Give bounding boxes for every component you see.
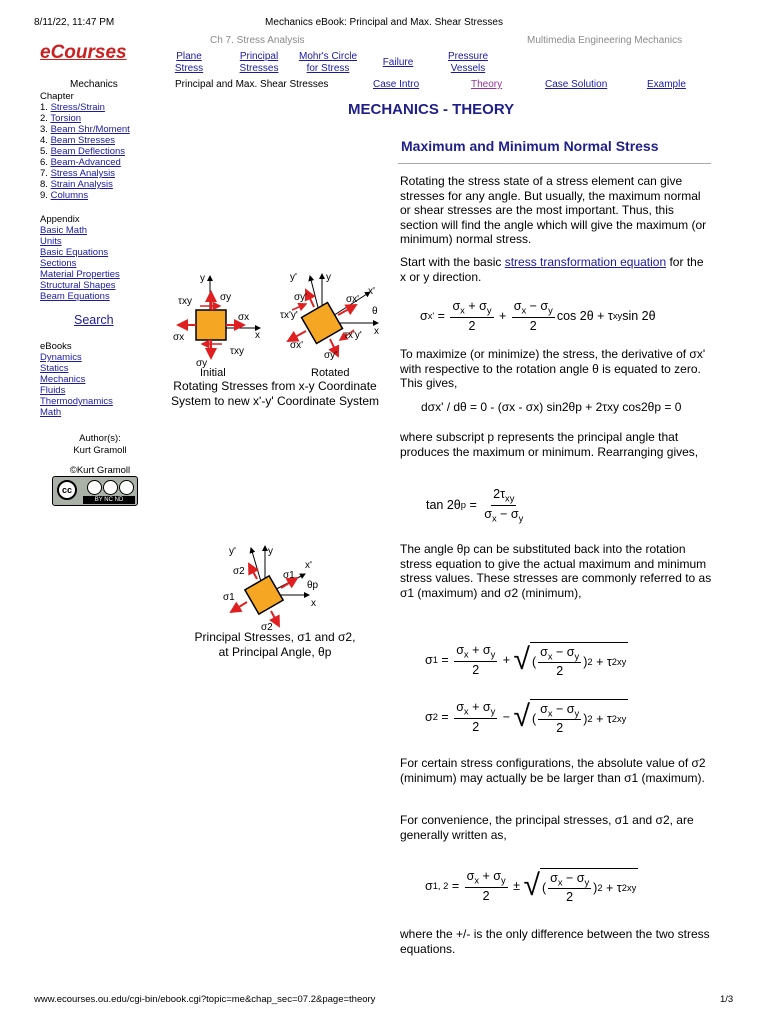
svg-text:σy': σy': [324, 350, 338, 361]
svg-text:σx': σx': [346, 294, 360, 305]
cc-license-badge[interactable]: [52, 476, 138, 506]
svg-text:σy: σy: [220, 292, 232, 303]
svg-text:σx: σx: [238, 312, 250, 323]
chapter-item[interactable]: 7. Stress Analysis: [40, 168, 115, 179]
appendix-link[interactable]: Structural Shapes: [40, 280, 116, 291]
appendix-link[interactable]: Sections: [40, 258, 77, 269]
svg-text:τxy: τxy: [230, 346, 244, 357]
figure2-caption: Principal Stresses, σ1 and σ2, at Principal Angle, θp: [194, 630, 356, 659]
paragraph-intro: Rotating the stress state of a stress element can give stresses for any angle. But usually, the maximum normal or shear stresses are the most important. Thus, this section will find the angle which will give the maximum (or minimum) normal stress.: [400, 174, 707, 247]
paragraph-maximize: To maximize (or minimize) the stress, the derivative of σx' with respective to the rotation angle θ is equated to zero. This gives,: [400, 347, 706, 391]
series-name: Multimedia Engineering Mechanics: [527, 35, 683, 46]
subnav-example[interactable]: Example: [647, 79, 686, 90]
sidebar: [40, 91, 160, 302]
svg-text:τx'y': τx'y': [344, 330, 362, 341]
svg-text:σy': σy': [294, 292, 308, 303]
svg-text:σx': σx': [290, 340, 304, 351]
chapter-header: Ch 7. Stress Analysis: [210, 35, 305, 46]
equation-derivative: dσx' / dθ = 0 - (σx - σx) sin2θp + 2τxy cos2θp = 0: [421, 400, 682, 414]
svg-text:σy: σy: [196, 358, 208, 369]
stress-transformation-link[interactable]: stress transformation equation: [504, 255, 667, 269]
svg-text:σx: σx: [173, 332, 185, 343]
appendix-label: Appendix: [40, 214, 80, 225]
paragraph-principal-angle: where subscript p represents the principal angle that produces the maximum or minimum. Rearranging gives,: [400, 430, 699, 459]
print-title: Mechanics eBook: Principal and Max. Shear Stresses: [265, 17, 503, 28]
svg-text:θ: θ: [372, 306, 378, 317]
svg-text:σ2: σ2: [233, 566, 245, 577]
figure-rotating-stresses: [160, 268, 390, 380]
svg-text:x: x: [374, 326, 379, 337]
svg-text:τx'y': τx'y': [280, 310, 298, 321]
by-icon: [87, 480, 102, 495]
svg-text:y: y: [200, 273, 205, 284]
ebooks-label: eBooks: [40, 341, 72, 352]
paragraph-plusminus: where the +/- is the only difference between the two stress equations.: [400, 927, 710, 956]
nav-principal-stresses[interactable]: Principal Stresses: [239, 51, 279, 74]
initial-element: [173, 273, 260, 369]
chapter-label: Chapter: [40, 91, 74, 102]
appendix-link[interactable]: Basic Equations: [40, 247, 109, 258]
chapter-item[interactable]: 8. Strain Analysis: [40, 179, 113, 190]
svg-text:σ2: σ2: [261, 622, 273, 632]
equation-sigma12: σ 1, 2 = $\frac{\sigma_x + \sigma_y}{2}$ ± √ ( $\frac{\sigma_x - \sigma_y}{2}$ ) 2 + τ 2 xy: [425, 869, 637, 905]
footer-page: 1/3: [720, 994, 734, 1005]
svg-text:x: x: [311, 598, 316, 609]
section-label: Mechanics: [70, 79, 118, 90]
search-link[interactable]: Search: [74, 313, 114, 327]
nc-icon: [103, 480, 118, 495]
svg-text:x: x: [255, 330, 260, 341]
page-title: MECHANICS - THEORY: [348, 101, 515, 118]
ebook-link[interactable]: Dynamics: [40, 352, 82, 363]
nav-mohrs-circle[interactable]: Mohr's Circle for Stress: [298, 51, 358, 74]
section-divider: [398, 163, 711, 164]
label-initial: Initial: [200, 367, 226, 379]
subnav-theory[interactable]: Theory: [471, 79, 503, 90]
chapter-item[interactable]: 5. Beam Deflections: [40, 146, 126, 157]
nav-failure[interactable]: Failure: [382, 57, 414, 68]
author-block: Author(s): Kurt Gramoll ©Kurt Gramoll: [69, 433, 131, 476]
page-name: Principal and Max. Shear Stresses: [175, 79, 329, 90]
ebook-link[interactable]: Fluids: [40, 385, 66, 396]
figure-principal-stresses: [215, 540, 335, 632]
ebooks-list: [40, 341, 160, 418]
chapter-list: [40, 102, 160, 201]
appendix-link[interactable]: Beam Equations: [40, 291, 110, 302]
ebook-link[interactable]: Statics: [40, 363, 69, 374]
ecourses-logo[interactable]: eCourses: [40, 42, 127, 63]
footer-url: www.ecourses.ou.edu/cgi-bin/ebook.cgi?topic=me&chap_sec=07.2&page=theory: [34, 994, 376, 1005]
svg-text:y: y: [326, 272, 331, 283]
svg-text:σ1: σ1: [223, 592, 235, 603]
svg-text:y': y': [290, 272, 297, 283]
ebook-link[interactable]: Mechanics: [40, 374, 86, 385]
svg-text:x': x': [305, 560, 312, 571]
ebook-link[interactable]: Thermodynamics: [40, 396, 113, 407]
svg-text:y': y': [229, 546, 236, 557]
chapter-item[interactable]: 1. Stress/Strain: [40, 102, 105, 113]
subnav-case-intro[interactable]: Case Intro: [373, 79, 420, 90]
nav-pressure-vessels[interactable]: Pressure Vessels: [447, 51, 488, 74]
svg-text:θp: θp: [307, 580, 319, 591]
appendix-link[interactable]: Basic Math: [40, 225, 87, 236]
equation-sigma2: σ 2 = $\frac{\sigma_x + \sigma_y}{2}$ − √ ( $\frac{\sigma_x - \sigma_y}{2}$ ) 2 + τ 2 xy: [425, 700, 627, 736]
license-text: BY NC ND: [83, 496, 135, 504]
chapter-item[interactable]: 2. Torsion: [40, 113, 82, 124]
chapter-item[interactable]: 6. Beam-Advanced: [40, 157, 121, 168]
appendix-link[interactable]: Material Properties: [40, 269, 120, 280]
equation-transformation: σ x' = $\frac{\sigma_x + \sigma_y}{2}$ + $\frac{\sigma_x - \sigma_y}{2}$ cos 2θ + τ xy sin 2θ: [420, 299, 656, 333]
equation-tan2theta: tan 2θ p = $\frac{2\tau_{xy}}{\sigma_x - \sigma_y}$: [426, 487, 524, 523]
nd-icon: [119, 480, 134, 495]
equation-sigma1: σ 1 = $\frac{\sigma_x + \sigma_y}{2}$ + √ ( $\frac{\sigma_x - \sigma_y}{2}$ ) 2 + τ 2 xy: [425, 643, 627, 679]
chapter-item[interactable]: 9. Columns: [40, 190, 89, 201]
subnav-case-solution[interactable]: Case Solution: [545, 79, 608, 90]
rotated-element: [280, 272, 379, 361]
svg-text:τxy: τxy: [178, 296, 192, 307]
chapter-item[interactable]: 4. Beam Stresses: [40, 135, 115, 146]
ebook-link[interactable]: Math: [40, 407, 62, 418]
svg-text:x': x': [368, 286, 375, 297]
paragraph-absolute: For certain stress configurations, the absolute value of σ2 (minimum) may actually be be larger than σ1 (maximum).: [400, 756, 706, 785]
chapter-item[interactable]: 3. Beam Shr/Moment: [40, 124, 130, 135]
paragraph-substitute: The angle θp can be substituted back into the rotation stress equation to give the actual maximum and minimum stress values. These stresses are commonly referred to as σ1 (maximum) and σ2 (minimum),: [400, 542, 712, 600]
svg-text:y: y: [268, 546, 273, 557]
nav-plane-stress[interactable]: Plane Stress: [174, 51, 204, 74]
print-datetime: 8/11/22, 11:47 PM: [34, 17, 115, 28]
paragraph-convenience: For convenience, the principal stresses, σ1 and σ2, are generally written as,: [400, 813, 694, 842]
label-rotated: Rotated: [311, 367, 350, 379]
figure1-caption: Rotating Stresses from x-y Coordinate System to new x'-y' Coordinate System: [171, 379, 379, 408]
paragraph-start: Start with the basic stress transformation equation for the x or y direction.: [400, 255, 704, 284]
appendix-link[interactable]: Units: [40, 236, 62, 247]
cc-icon: cc: [57, 480, 77, 500]
svg-text:σ1: σ1: [283, 570, 295, 581]
section-title: Maximum and Minimum Normal Stress: [401, 138, 659, 154]
